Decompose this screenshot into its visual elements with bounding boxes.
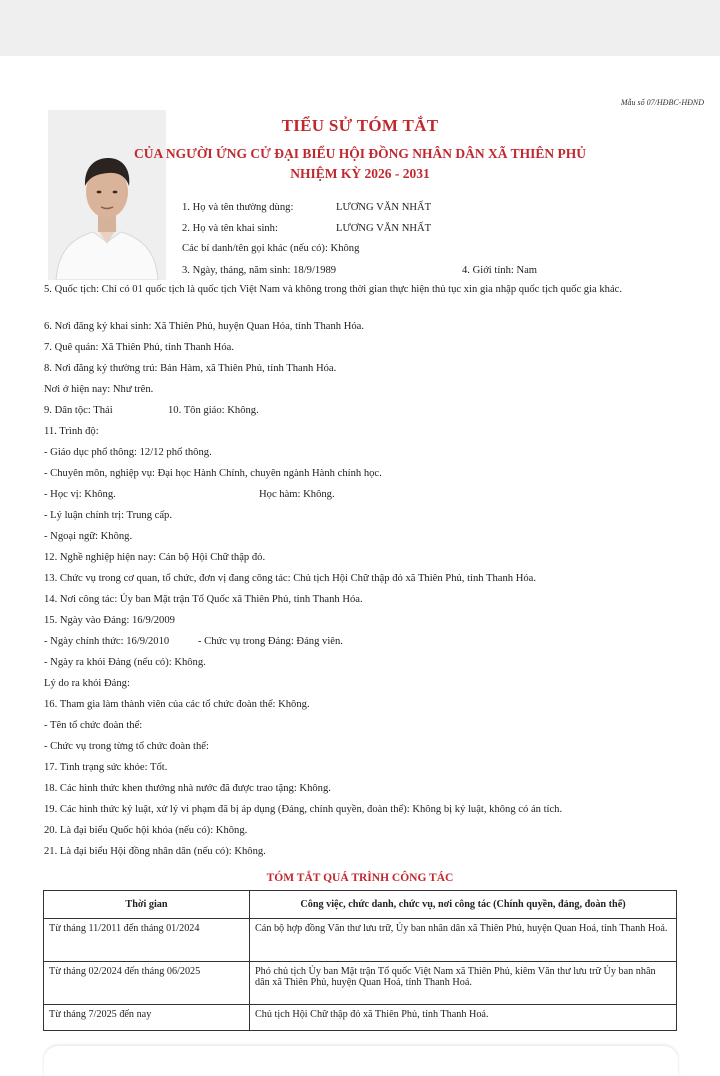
bottom-sheet-card[interactable] [44,1046,678,1076]
item-18: 18. Các hình thức khen thưởng nhà nước đã được trao tặng: Không. [44,783,331,794]
item-11d: - Lý luận chính trị: Trung cấp. [44,510,172,521]
table-header-row [44,891,677,919]
item-20: 20. Là đại biểu Quốc hội khóa (nếu có): Không. [44,825,248,836]
item-11b: - Chuyên môn, nghiệp vụ: Đại học Hành Chính, chuyên ngành Hành chính học. [44,468,382,479]
field-aliases: Các bí danh/tên gọi khác (nếu có): Không [182,243,360,254]
field-birth-name-label: 2. Họ và tên khai sinh: [182,223,278,234]
item-16: 16. Tham gia làm thành viên của các tổ chức đoàn thể: Không. [44,699,310,710]
item-8: 8. Nơi đăng ký thường trú: Bản Hàm, xã Thiên Phủ, tỉnh Thanh Hóa. [44,363,337,374]
item-8-current-residence: Nơi ở hiện nay: Như trên. [44,384,154,395]
item-15a-role: - Chức vụ trong Đảng: Đảng viên. [198,636,343,647]
work-history-table [43,890,677,1031]
item-9: 9. Dân tộc: Thái [44,405,113,416]
item-11c-title: Học hàm: Không. [259,489,335,500]
item-11e: - Ngoại ngữ: Không. [44,531,133,542]
item-15b: - Ngày ra khỏi Đảng (nếu có): Không. [44,657,206,668]
row-time: Từ tháng 11/2011 đến tháng 01/2024 [44,919,250,962]
field-birth-name-value: LƯƠNG VĂN NHẤT [336,223,432,234]
item-21: 21. Là đại biểu Hội đồng nhân dân (nếu có): Không. [44,846,266,857]
item-14: 14. Nơi công tác: Ủy ban Mặt trận Tổ Quốc xã Thiên Phủ, tỉnh Thanh Hóa. [44,594,363,605]
top-bar [0,0,720,56]
column-header-description: Công việc, chức danh, chức vụ, nơi công tác (Chính quyền, đảng, đoàn thể) [250,891,677,919]
field-common-name-value: LƯƠNG VĂN NHẤT [336,202,432,213]
row-time: Từ tháng 02/2024 đến tháng 06/2025 [44,962,250,1005]
row-description: Chủ tịch Hội Chữ thập đỏ xã Thiên Phủ, tỉnh Thanh Hoá. [250,1005,677,1031]
table-row [44,962,677,1005]
item-15: 15. Ngày vào Đảng: 16/9/2009 [44,615,175,626]
item-10: 10. Tôn giáo: Không. [168,405,259,416]
column-header-time: Thời gian [44,891,250,919]
item-17: 17. Tình trạng sức khỏe: Tốt. [44,762,168,773]
document-page [0,56,720,1076]
item-15a: - Ngày chính thức: 16/9/2010 [44,636,170,647]
item-11: 11. Trình độ: [44,426,99,437]
table-row [44,919,677,962]
item-7: 7. Quê quán: Xã Thiên Phủ, tỉnh Thanh Hóa. [44,342,234,353]
work-history-title: TÓM TẮT QUÁ TRÌNH CÔNG TÁC [266,872,454,884]
term-label: NHIỆM KỲ 2026 - 2031 [290,166,430,181]
item-11c: - Học vị: Không. [44,489,116,500]
item-16b: - Chức vụ trong từng tổ chức đoàn thể: [44,741,209,752]
item-12: 12. Nghề nghiệp hiện nay: Cán bộ Hội Chữ thập đỏ. [44,552,266,563]
form-code: Mẫu số 07/HĐBC-HĐND [620,98,704,107]
table-row [44,1005,677,1031]
row-description: Cán bộ hợp đồng Văn thư lưu trữ, Ủy ban nhân dân xã Thiên Phủ, huyện Quan Hoá, tỉnh Thanh Hoá. [250,919,677,962]
item-19: 19. Các hình thức kỷ luật, xử lý vi phạm đã bị áp dụng (Đảng, chính quyền, đoàn thể): Không bị kỷ luật, không có án tích. [44,804,563,815]
item-15c: Lý do ra khỏi Đảng: [44,678,130,689]
field-gender: 4. Giới tính: Nam [462,265,538,276]
item-6: 6. Nơi đăng ký khai sinh: Xã Thiên Phủ, huyện Quan Hóa, tỉnh Thanh Hóa. [44,321,365,332]
item-11a: - Giáo dục phổ thông: 12/12 phổ thông. [44,447,212,458]
field-dob: 3. Ngày, tháng, năm sinh: 18/9/1989 [182,265,337,276]
row-time: Từ tháng 7/2025 đến nay [44,1005,250,1031]
item-16a: - Tên tổ chức đoàn thể: [44,720,143,731]
document-subtitle: CỦA NGƯỜI ỨNG CỬ ĐẠI BIỂU HỘI ĐỒNG NHÂN DÂN XÃ THIÊN PHỦ [133,146,587,161]
row-description: Phó chủ tịch Ủy ban Mặt trận Tổ quốc Việt Nam xã Thiên Phủ, kiêm Văn thư lưu trữ Ủy ban nhân dân xã Thiên Phủ, huyện Quan Hoá, tỉnh Thanh Hoá. [250,962,677,1005]
item-5-nationality: 5. Quốc tịch: Chỉ có 01 quốc tịch là quốc tịch Việt Nam và không trong thời gian thực hiện thủ tục xin gia nhập quốc tịch quốc gia khác. [44,284,623,295]
document-title: TIỂU SỬ TÓM TẮT [281,116,439,135]
field-common-name-label: 1. Họ và tên thường dùng: [182,202,294,213]
item-13: 13. Chức vụ trong cơ quan, tổ chức, đơn vị đang công tác: Chủ tịch Hội Chữ thập đỏ xã Thiên Phủ, tỉnh Thanh Hóa. [44,573,537,584]
